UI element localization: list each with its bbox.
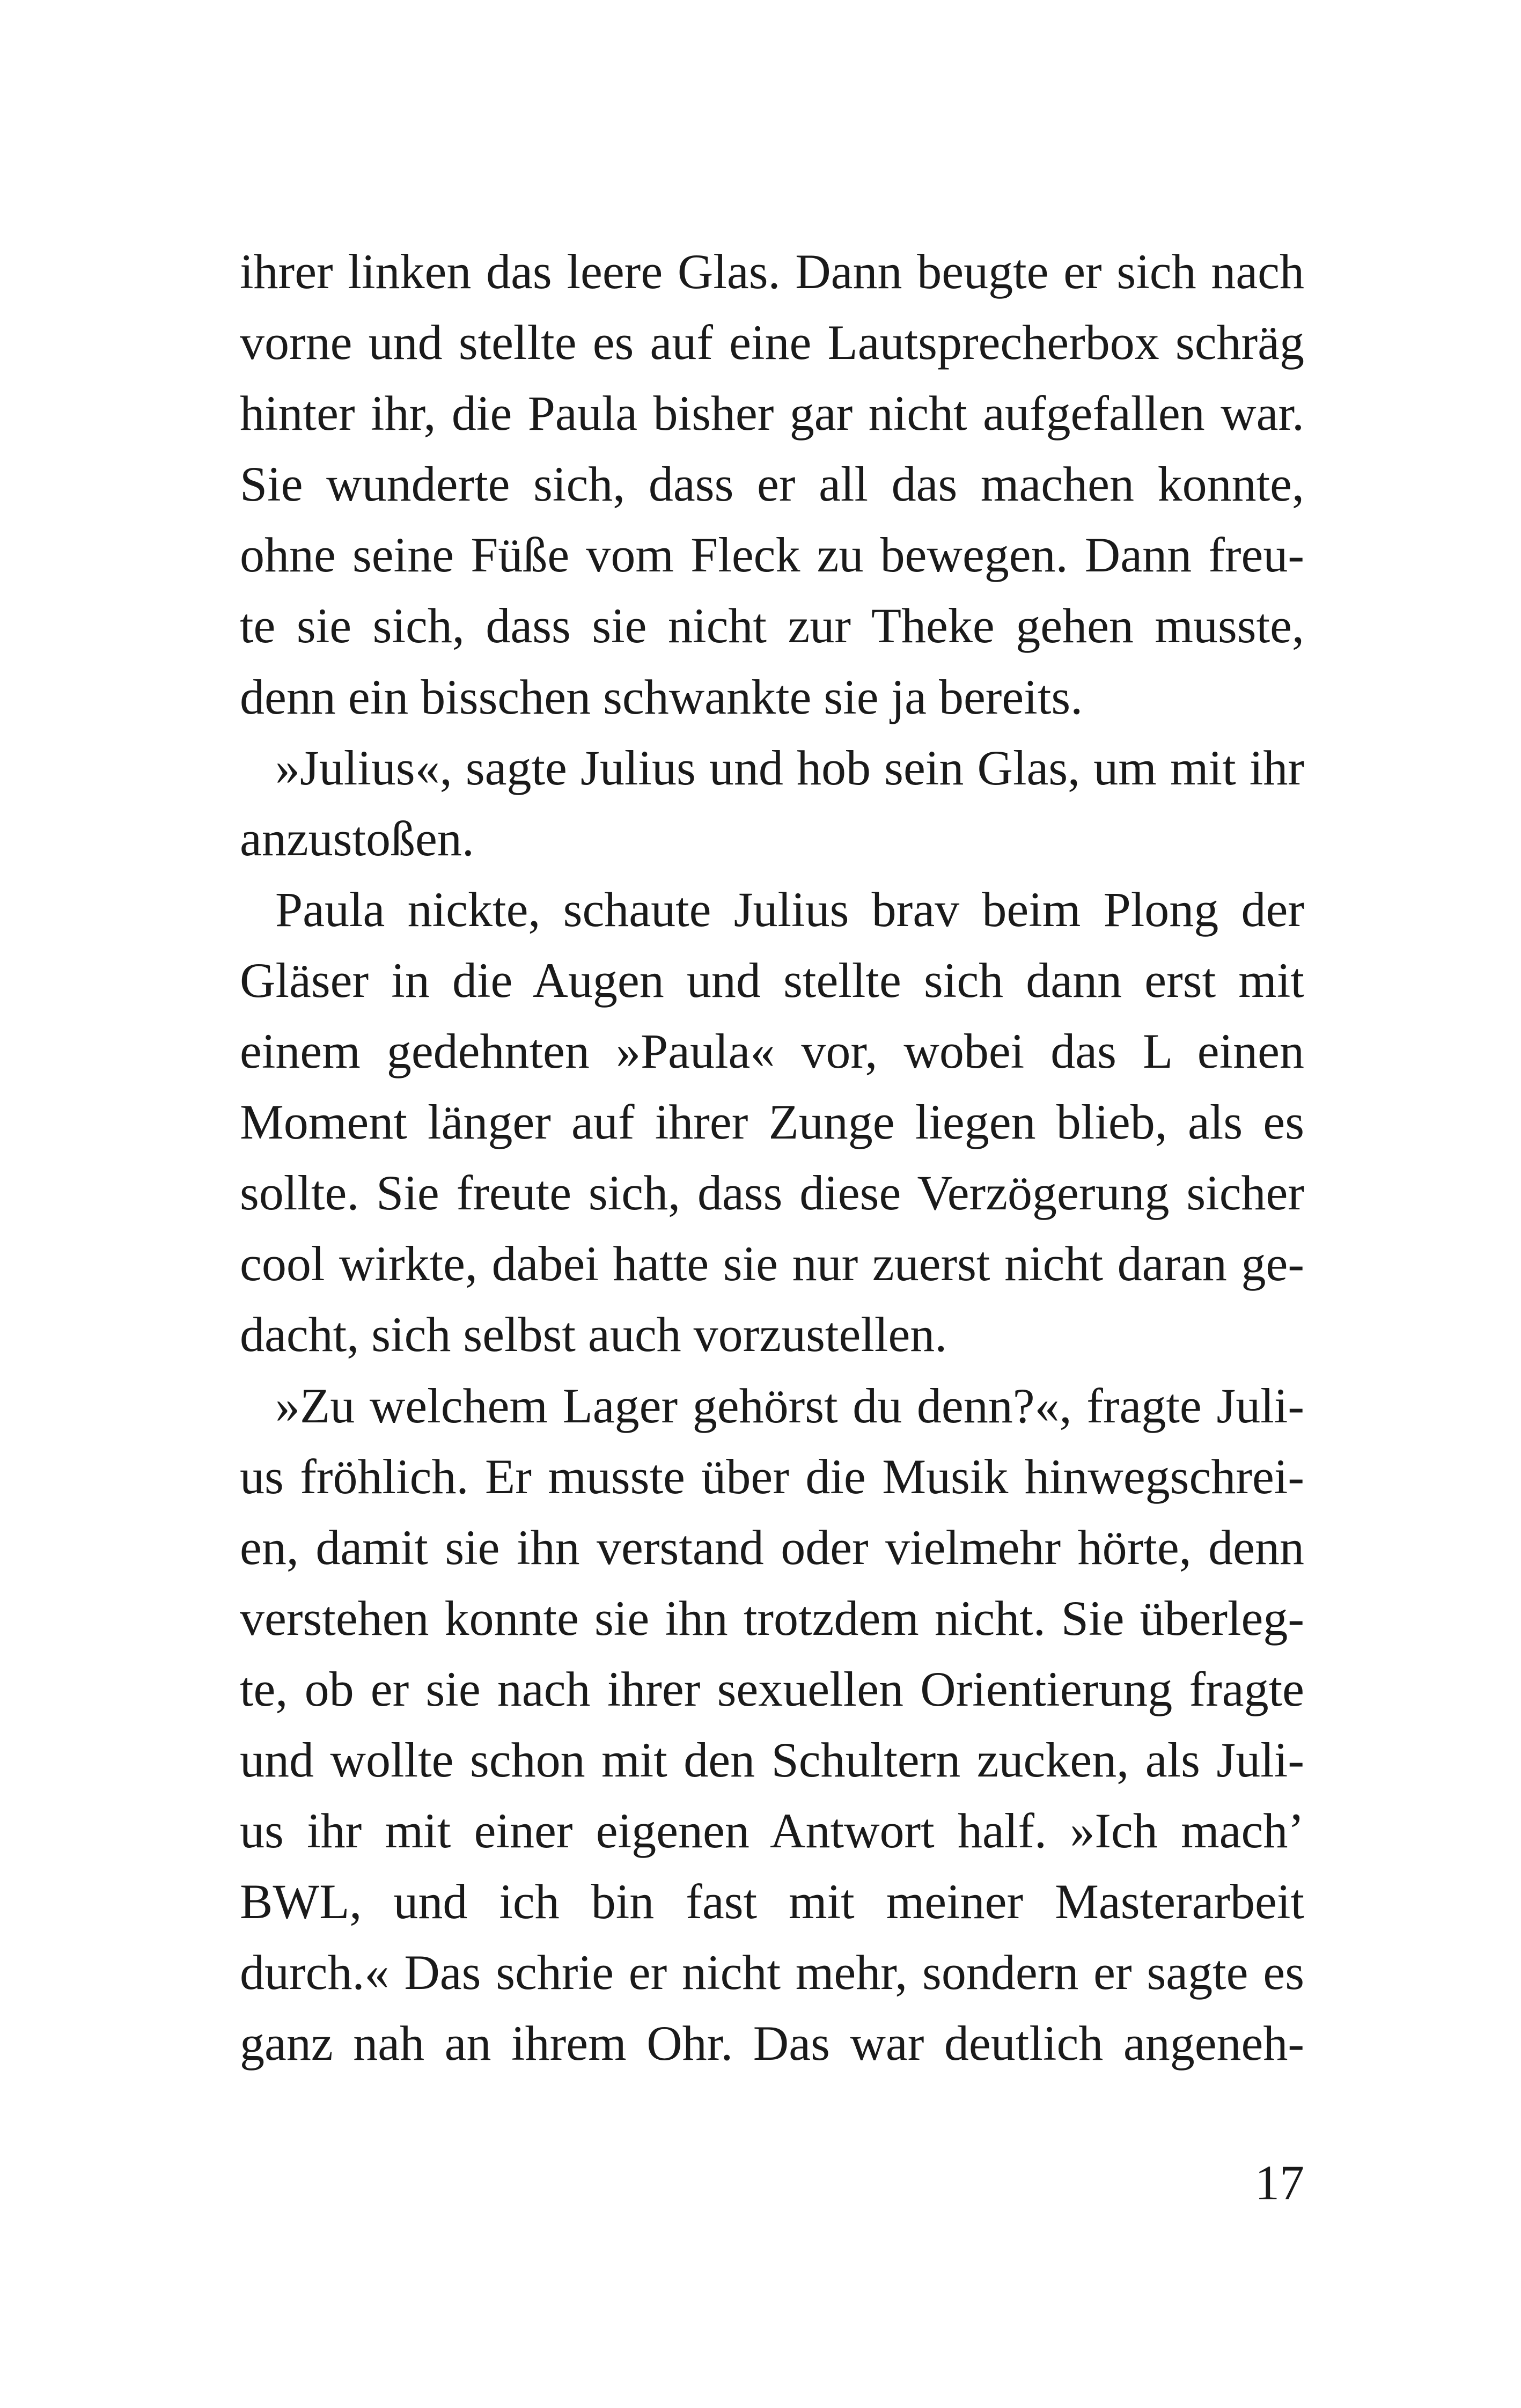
text-line: ohne seine Füße vom Fleck zu bewegen. Dann freu-	[240, 527, 1304, 583]
paragraph	[240, 874, 1304, 1370]
text-line: cool wirkte, dabei hatte sie nur zuerst nicht daran ge-	[240, 1236, 1304, 1291]
text-line: en, damit sie ihn verstand oder vielmehr hörte, denn	[240, 1519, 1304, 1575]
text-line: Sie wunderte sich, dass er all das machen konnte,	[240, 457, 1304, 512]
text-line: sollte. Sie freute sich, dass diese Verzögerung sicher	[240, 1165, 1304, 1221]
text-line: dacht, sich selbst auch vorzustellen.	[240, 1307, 947, 1362]
text-line: Gläser in die Augen und stellte sich dann erst mit	[240, 952, 1304, 1008]
body-text	[240, 236, 1304, 2079]
text-line: Moment länger auf ihrer Zunge liegen blieb, als es	[240, 1095, 1304, 1150]
text-line: Paula nickte, schaute Julius brav beim Plong der	[275, 882, 1304, 937]
paragraph	[240, 732, 1304, 874]
paragraph	[240, 236, 1304, 732]
paragraph	[240, 1370, 1304, 2079]
text-line: ganz nah an ihrem Ohr. Das war deutlich angeneh-	[240, 2016, 1304, 2071]
text-line: us fröhlich. Er musste über die Musik hinwegschrei-	[240, 1449, 1304, 1504]
page-number: 17	[1255, 2155, 1304, 2210]
text-line: durch.« Das schrie er nicht mehr, sondern er sagte es	[240, 1945, 1304, 2000]
text-line: te, ob er sie nach ihrer sexuellen Orientierung fragte	[240, 1661, 1304, 1716]
text-line: vorne und stellte es auf eine Lautsprecherbox schräg	[240, 315, 1304, 370]
text-line: BWL, und ich bin fast mit meiner Masterarbeit	[240, 1874, 1304, 1929]
text-line: ihrer linken das leere Glas. Dann beugte er sich nach	[240, 244, 1304, 299]
text-line: »Julius«, sagte Julius und hob sein Glas, um mit ihr	[275, 740, 1304, 795]
text-line: und wollte schon mit den Schultern zucken, als Juli-	[240, 1732, 1304, 1787]
text-line: anzustoßen.	[240, 811, 474, 866]
text-line: verstehen konnte sie ihn trotzdem nicht. Sie überleg-	[240, 1590, 1304, 1646]
text-line: »Zu welchem Lager gehörst du denn?«, fragte Juli-	[275, 1378, 1304, 1433]
text-line: denn ein bisschen schwankte sie ja bereits.	[240, 669, 1083, 724]
text-line: hinter ihr, die Paula bisher gar nicht aufgefallen war.	[240, 386, 1304, 441]
text-line: us ihr mit einer eigenen Antwort half. »Ich mach’	[240, 1803, 1304, 1859]
text-line: einem gedehnten »Paula« vor, wobei das L einen	[240, 1024, 1304, 1079]
text-line: te sie sich, dass sie nicht zur Theke gehen musste,	[240, 598, 1304, 654]
